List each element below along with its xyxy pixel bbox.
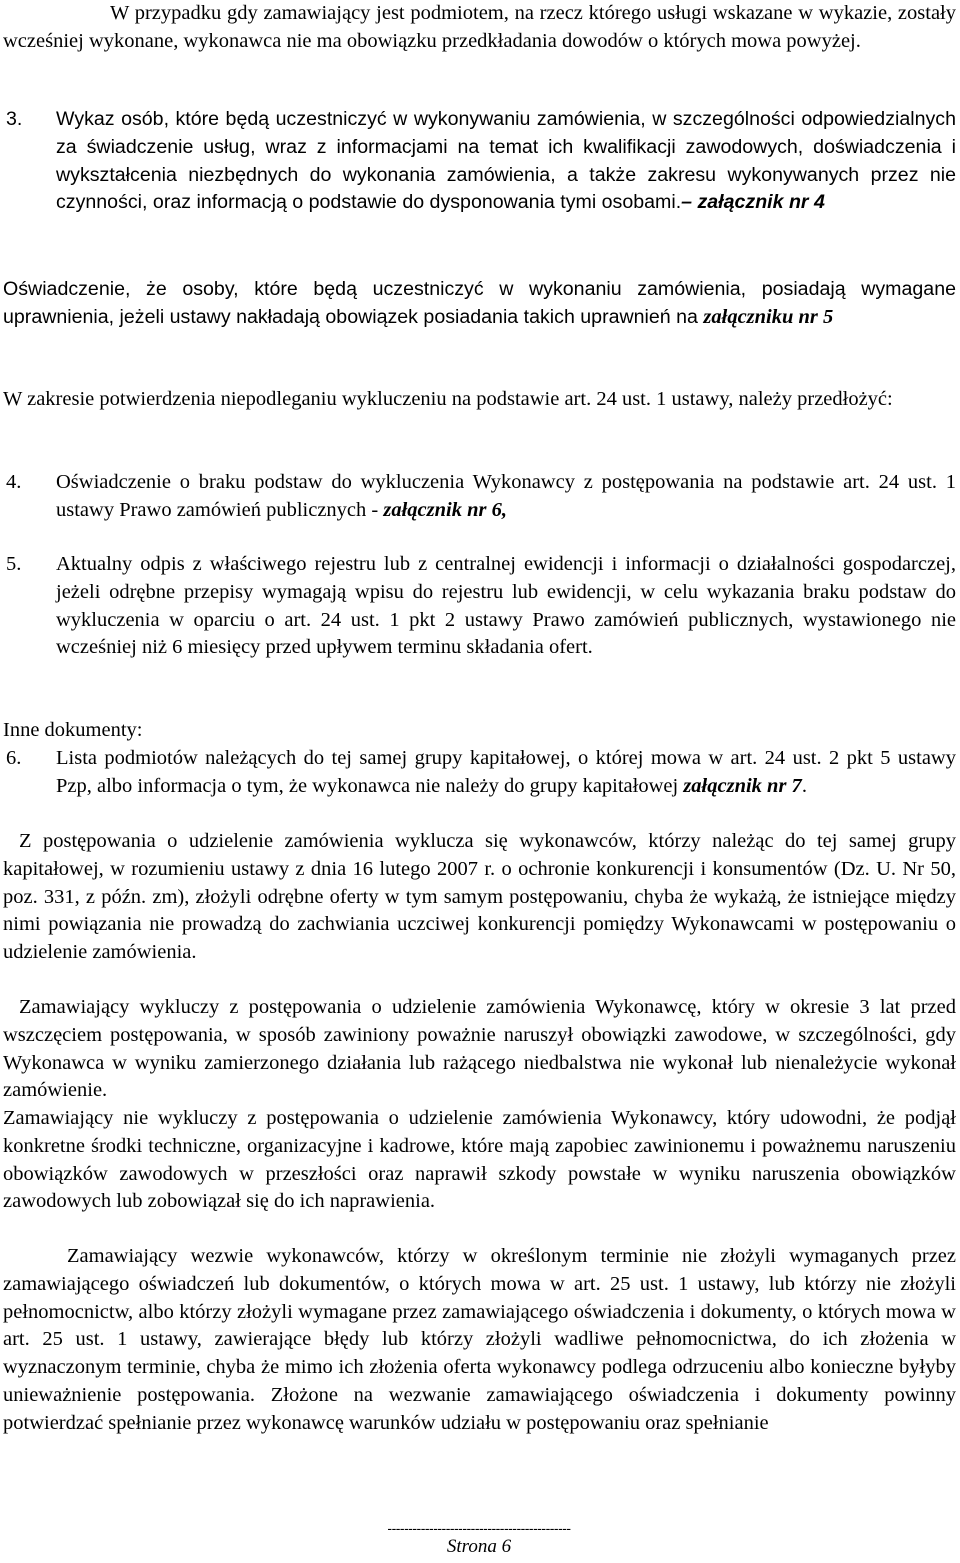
paragraph-summons: Zamawiający wezwie wykonawców, którzy w określonym terminie nie złożyli wymaganych przez zamawiającego oświadczeń lub dokumentów, o których mowa w art. 25 ust. 1 ustawy, lub którzy nie złożyli pełnomocnictw, albo którzy złożyli wymagane przez zamawiającego oświadczenia i dokumenty, o których mowa w art. 25 ust. 1 ustawy, zawierające błędy lub którzy złożyli wadliwe pełnomocnictwa, do ich złożenia w wyznaczonym terminie, chyba że mimo ich złożenia oferta wykonawcy podlega odrzuceniu albo konieczne byłyby unieważnienie postępowania. Złożone na wezwanie zamawiającego oświadczenia i dokumenty powinny potwierdzać spełnianie przez wykonawcę warunków udziału w postępowaniu oraz spełnianie xyxy=(3,1245,956,1434)
list-item-4-text: Oświadczenie o braku podstaw do wykluczenia Wykonawcy z postępowania na podstawie art. 24 ust. 1 ustawy Prawo zamówień publicznych - xyxy=(56,471,956,521)
paragraph-capital-group: Z postępowania o udzielenie zamówienia wyklucza się wykonawców, którzy należąc do tej samej grupy kapitałowej, w rozumieniu ustawy z dnia 16 lutego 2007 r. o ochronie konkurencji i konsumentów (Dz. U. Nr 50, poz. 331, z późn. zm), złożyli odrębne oferty w tym samym postępowaniu, chyba że wykażą, że istniejące między nimi powiązania nie prowadzą do zachwiania uczciwej konkurencji pomiędzy Wykonawcami w postępowaniu o udzielenie zamówienia. xyxy=(3,830,956,964)
list-item-3-body xyxy=(56,106,956,217)
paragraph-exclusion: Zamawiający wykluczy z postępowania o udzielenie zamówienia Wykonawcę, który w okresie 3 lat przed wszczęciem postępowania, w sposób zawiniony poważnie naruszył obowiązki zawodowe, w szczególności, gdy Wykonawca w wyniku zamierzonego działania lub rażącego niedbalstwa nie wykonał lub nienależycie wykonał zamówienie. xyxy=(3,996,956,1102)
list-item-3 xyxy=(3,106,956,217)
list-item-6 xyxy=(3,745,956,801)
attachment-ref-6: załącznik nr 6, xyxy=(383,498,507,521)
list-item-6-body xyxy=(56,745,956,801)
page-number: Strona 6 xyxy=(446,1536,512,1557)
list-item-5-text: Aktualny odpis z właściwego rejestru lub z centralnej ewidencji i informacji o działalności gospodarczej, jeżeli odrębne przepisy wymagają wpisu do rejestru lub ewidencji, w celu wykazania braku podstaw do wykluczenia w oparciu o art. 24 ust. 1 pkt 2 ustawy Prawo zamówień publicznych, wystawionego nie wcześniej niż 6 miesięcy przed upływem terminu składania ofert. xyxy=(56,553,956,659)
attachment-ref-7: załącznik nr 7 xyxy=(683,774,802,797)
list-item-4-body xyxy=(56,469,956,525)
paragraph-no-exclusion: Zamawiający nie wykluczy z postępowania o udzielenie zamówienia Wykonawcy, który udowodni, że podjął konkretne środki techniczne, organizacyjne i kadrowe, które mają zapobiec zawinionemu i poważnemu naruszeniu obowiązków zawodowych w przeszłości oraz naprawił szkody powstałe w wyniku naruszenia obowiązków zawodowych lub zobowiązał się do ich naprawienia. xyxy=(3,1107,956,1213)
list-item-5 xyxy=(3,551,956,662)
list-item-3-text: Wykaz osób, które będą uczestniczyć w wykonywaniu zamówienia, w szczególności odpowiedzialnych za świadczenie usług, wraz z informacjami na temat ich kwalifikacji zawodowych, doświadczenia i wykształcenia niezbędnych do wykonania zamówienia, a także zakresu wykonywanych przez nie czynności, oraz informacją o podstawie do dysponowania tymi osobami. xyxy=(56,108,956,214)
attachment-ref-4: – załącznik nr 4 xyxy=(681,191,825,214)
other-documents-heading: Inne dokumenty: xyxy=(3,719,143,741)
list-item-6-text: Lista podmiotów należących do tej samej grupy kapitałowej, o której mowa w art. 24 ust. 2 pkt 5 ustawy Pzp, albo informacja o tym, że wykonawca nie należy do grupy kapitałowej xyxy=(56,747,956,797)
intro-paragraph: W przypadku gdy zamawiający jest podmiotem, na rzecz którego usługi wskazane w wykazie, zostały wcześniej wykonane, wykonawca nie ma obowiązku przedkładania dowodów o których mowa powyżej. xyxy=(3,2,956,52)
list-item-4 xyxy=(3,469,956,525)
footer-rule: -------------------------------------------- xyxy=(387,1520,571,1536)
attachment-ref-5: załączniku nr 5 xyxy=(703,305,834,328)
list-item-6-end: . xyxy=(801,774,807,797)
list-number: 6. xyxy=(6,747,22,769)
statement-paragraph xyxy=(3,276,956,332)
list-number: 4. xyxy=(6,471,22,493)
list-number: 3. xyxy=(6,108,23,130)
scope-paragraph: W zakresie potwierdzenia niepodleganiu wykluczeniu na podstawie art. 24 ust. 1 ustawy, należy przedłożyć: xyxy=(3,388,893,410)
list-number: 5. xyxy=(6,553,22,575)
statement-text: Oświadczenie, że osoby, które będą uczestniczyć w wykonaniu zamówienia, posiadają wymagane uprawnienia, jeżeli ustawy nakładają obowiązek posiadania takich uprawnień na xyxy=(3,278,956,328)
